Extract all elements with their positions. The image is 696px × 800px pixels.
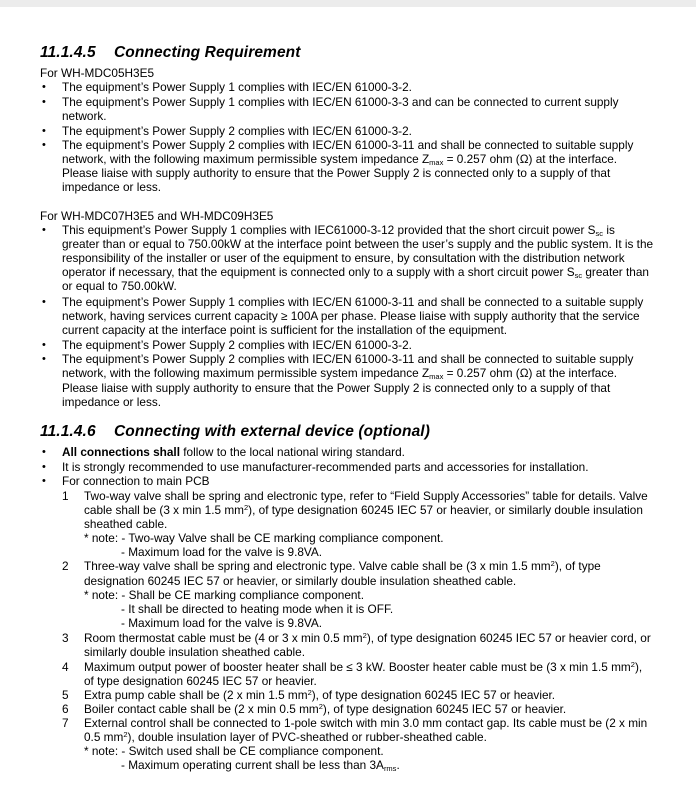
section-number: 11.1.4.6: [40, 423, 96, 440]
item-number: 2: [62, 559, 69, 573]
note-line: - Maximum load for the valve is 9.8VA.: [121, 616, 323, 630]
bullet-glyph: •: [42, 446, 46, 458]
note-line: * note: - Shall be CE marking compliance component.: [84, 588, 364, 602]
section-number: 11.1.4.5: [40, 44, 96, 61]
numbered-item: External control shall be connected to 1-pole switch with min 3.0 mm contact gap. Its cable must be (2 x min: [84, 716, 648, 730]
model-group-label: For WH-MDC07H3E5 and WH-MDC09H3E5: [40, 209, 274, 223]
note-line: - Maximum load for the valve is 9.8VA.: [121, 545, 323, 559]
list-item: The equipment’s Power Supply 2 complies with IEC/EN 61000-3-2.: [62, 338, 412, 352]
bullet-glyph: •: [42, 461, 46, 473]
numbered-item: Maximum output power of booster heater shall be ≤ 3 kW. Booster heater cable must be (3 x min 1.5 $mm^2$),: [84, 660, 643, 674]
top-scroll-edge: [0, 0, 696, 7]
list-item: All connections shall follow to the local national wiring standard.: [62, 445, 405, 459]
bullet-glyph: •: [42, 475, 46, 487]
list-item: For connection to main PCB: [62, 474, 210, 488]
list-item-cont: current capacity at the interface point is sufficient for the installation of the equipment.: [62, 323, 508, 337]
bullet-glyph: •: [42, 139, 46, 151]
note-line: - It shall be directed to heating mode when it is OFF.: [121, 602, 394, 616]
list-item-cont: operator if necessary, that the equipment is connected only to a supply with a short circuit power $S_{sc}$ greater than: [62, 265, 649, 280]
bullet-glyph: •: [42, 96, 46, 108]
list-item-cont: impedance or less.: [62, 180, 162, 194]
bullet-glyph: •: [42, 339, 46, 351]
numbered-item-cont: similarly double insulation sheathed cable.: [84, 645, 305, 659]
numbered-item-cont: sheathed cable.: [84, 517, 168, 531]
list-item-cont: network, having services current capacity ≥ 100A per phase. Please liaise with supply authority that the service: [62, 309, 640, 323]
list-item: The equipment’s Power Supply 2 complies with IEC/EN 61000-3-11 and shall be connected to suitable supply: [62, 138, 634, 152]
item-number: 6: [62, 702, 69, 716]
numbered-item: Extra pump cable shall be (2 x min 1.5 $mm^2$), of type designation 60245 IEC 57 or heavier.: [84, 688, 556, 702]
bullet-glyph: •: [42, 353, 46, 365]
list-item: It is strongly recommended to use manufacturer-recommended parts and accessories for installation.: [62, 460, 589, 474]
note-line: - Maximum operating current shall be less than $3A_{rms}$.: [121, 758, 400, 773]
list-item-cont: network.: [62, 109, 107, 123]
list-item-cont: Please liaise with supply authority to ensure that the Power Supply 2 is connected only to a supply of that: [62, 381, 611, 395]
list-item: The equipment’s Power Supply 2 complies with IEC/EN 61000-3-11 and shall be connected to suitable supply: [62, 352, 634, 366]
list-item-cont: network, with the following maximum permissible system impedance $Z_{max} = 0.257$ ohm (Ω) at the interface.: [62, 366, 618, 381]
item-number: 7: [62, 716, 69, 730]
numbered-item-cont: cable shall be (3 x min 1.5 $mm^2$), of type designation 60245 IEC 57 or heavier, or similarly double insulation: [84, 503, 643, 517]
list-item: The equipment’s Power Supply 1 complies with IEC/EN 61000-3-3 and can be connected to current supply: [62, 95, 619, 109]
numbered-item-cont: of type designation 60245 IEC 57 or heavier.: [84, 674, 317, 688]
section-heading-connecting-requirement: [40, 44, 301, 62]
bullet-glyph: •: [42, 296, 46, 308]
numbered-item-cont: 0.5 $mm^2$), double insulation layer of PVC-sheathed or rubber-sheathed cable.: [84, 730, 487, 744]
section-title: Connecting with external device (optional): [114, 423, 430, 440]
list-item-cont: Please liaise with supply authority to ensure that the Power Supply 2 is connected only to a supply of that: [62, 166, 611, 180]
item-number: 5: [62, 688, 69, 702]
item-number: 1: [62, 489, 69, 503]
bullet-glyph: •: [42, 224, 46, 236]
list-item-cont: network, with the following maximum permissible system impedance $Z_{max} = 0.257$ ohm (Ω) at the interface.: [62, 152, 618, 167]
list-item: The equipment’s Power Supply 1 complies with IEC/EN 61000-3-11 and shall be connected to a suitable supply: [62, 295, 644, 309]
numbered-item-cont: designation 60245 IEC 57 or heavier, or similarly double insulation sheathed cable.: [84, 574, 517, 588]
list-item-cont: impedance or less.: [62, 395, 162, 409]
note-line: * note: - Switch used shall be CE compliance component.: [84, 744, 384, 758]
section-heading-external-device: [40, 423, 430, 441]
list-item: The equipment’s Power Supply 2 complies with IEC/EN 61000-3-2.: [62, 124, 412, 138]
bullet-glyph: •: [42, 81, 46, 93]
list-item-cont: responsibility of the installer or user of the equipment to ensure, by consultation with the distribution network: [62, 251, 625, 265]
list-item: This equipment’s Power Supply 1 complies with IEC61000-3-12 provided that the short circuit power $S_{sc}$ is: [62, 223, 615, 238]
list-item-cont: greater than or equal to 750.00kW at the interface point between the user’s supply and the public system. It is the: [62, 237, 654, 251]
numbered-item: Boiler contact cable shall be (2 x min 0.5 $mm^2$), of type designation 60245 IEC 57 or heavier.: [84, 702, 567, 716]
section-title: Connecting Requirement: [114, 44, 301, 61]
model-group-label: For WH-MDC05H3E5: [40, 66, 155, 80]
numbered-item: Three-way valve shall be spring and electronic type. Valve cable shall be (3 x min 1.5 $mm^2$), of type: [84, 559, 601, 573]
note-line: * note: - Two-way Valve shall be CE marking compliance component.: [84, 531, 444, 545]
bullet-glyph: •: [42, 125, 46, 137]
numbered-item: Room thermostat cable must be (4 or 3 x min 0.5 $mm^2$), of type designation 60245 IEC 57 or heavier cord, or: [84, 631, 651, 645]
numbered-item: Two-way valve shall be spring and electronic type, refer to “Field Supply Accessories” table for details. Valve: [84, 489, 648, 503]
item-number: 4: [62, 660, 69, 674]
list-item: The equipment’s Power Supply 1 complies with IEC/EN 61000-3-2.: [62, 80, 412, 94]
list-item-cont: or equal to 750.00kW.: [62, 279, 177, 293]
item-number: 3: [62, 631, 69, 645]
